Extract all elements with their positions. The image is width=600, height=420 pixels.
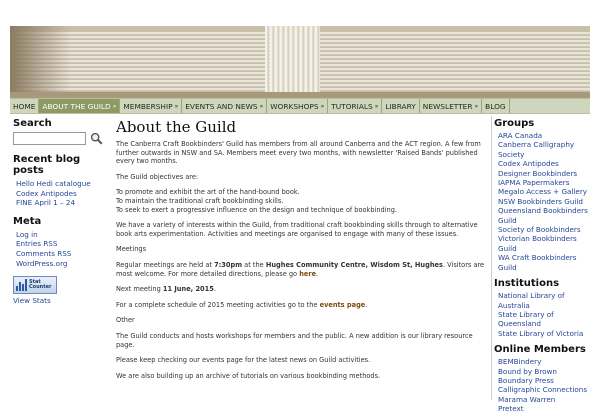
nav-about-the-guild[interactable]: ABOUT THE GUILD » bbox=[39, 99, 120, 113]
group-link[interactable]: NSW Bookbinders Guild bbox=[498, 196, 583, 206]
workshops-paragraph: The Guild conducts and hosts workshops for members and the public. A new addition is our library resource page. bbox=[116, 331, 473, 349]
group-link[interactable]: Society of Bookbinders bbox=[498, 225, 581, 235]
archive-paragraph: We are also building up an archive of tutorials on various bookbinding methods. bbox=[116, 371, 381, 380]
nav-home[interactable]: HOME bbox=[10, 99, 39, 113]
recent-posts-heading: Recent blog posts bbox=[13, 154, 81, 176]
intro-paragraph: The Canberra Craft Bookbinders' Guild has members from all around Canberra and the ACT region. A few from further outwards in NSW and SA. Members meet every two months, with newsletter 'Raised Bands' published every two months. bbox=[116, 140, 481, 166]
magnifier-icon bbox=[90, 132, 103, 145]
schedule-paragraph: For a complete schedule of 2015 meeting activities go to the events page. bbox=[116, 300, 368, 309]
meta-link-comments-rss[interactable]: Comments RSS bbox=[16, 248, 72, 258]
objectives-list: To promote and exhibit the art of the hand-bound book. To maintain the traditional craft bookbinding skills. To seek to exert a progressive influence on the design and technique of bookbinding. bbox=[116, 188, 398, 214]
nav-workshops[interactable]: WORKSHOPS » bbox=[267, 99, 328, 113]
group-link[interactable]: IAPMA Papermakers bbox=[498, 178, 570, 188]
online-members-heading: Online Members bbox=[494, 344, 586, 356]
group-link[interactable]: Victorian Bookbinders Guild bbox=[498, 234, 577, 253]
recent-posts-list bbox=[13, 179, 108, 208]
institution-link[interactable]: State Library of Queensland bbox=[498, 309, 554, 329]
nav-newsletter[interactable]: NEWSLETTER » bbox=[420, 99, 482, 113]
header-banner-image bbox=[10, 26, 590, 98]
nav-membership[interactable]: MEMBERSHIP » bbox=[120, 99, 182, 113]
group-link[interactable]: Queensland Bookbinders Guild bbox=[498, 206, 588, 225]
events-page-link[interactable]: events page bbox=[319, 300, 366, 309]
meta-heading: Meta bbox=[13, 215, 42, 227]
meta-link-login[interactable]: Log in bbox=[16, 229, 38, 239]
group-link[interactable]: Megalo Access + Gallery bbox=[498, 187, 588, 197]
institutions-heading: Institutions bbox=[494, 278, 560, 290]
meta-list bbox=[13, 230, 108, 268]
main-navigation bbox=[10, 98, 590, 114]
group-link[interactable]: ARA Canada bbox=[498, 131, 543, 140]
online-members-list bbox=[494, 357, 594, 413]
sidebar-divider bbox=[491, 116, 492, 400]
dropdown-arrow-icon: » bbox=[474, 102, 479, 110]
group-link[interactable]: Designer Bookbinders bbox=[498, 168, 578, 178]
online-member-link[interactable]: Calligraphic Connections bbox=[498, 385, 588, 395]
online-member-link[interactable]: Bound by Brown bbox=[498, 366, 557, 376]
online-member-link[interactable]: BEMBindery bbox=[498, 357, 542, 367]
page-title: About the Guild bbox=[116, 118, 237, 136]
group-link[interactable]: Canberra Calligraphy Society bbox=[498, 140, 575, 159]
recent-post-link[interactable]: Codex Antipodes bbox=[16, 188, 77, 198]
statcounter-label: Stat Counter bbox=[29, 278, 52, 291]
institutions-list bbox=[494, 291, 594, 338]
recent-post-link[interactable]: Hello Hedi catalogue bbox=[16, 179, 91, 188]
dropdown-arrow-icon: » bbox=[374, 102, 379, 110]
search-input[interactable] bbox=[13, 132, 86, 145]
view-stats-link[interactable]: View Stats bbox=[13, 296, 51, 306]
main-content bbox=[116, 118, 486, 387]
dropdown-arrow-icon: » bbox=[320, 102, 325, 110]
search-heading: Search bbox=[13, 118, 52, 129]
nav-library[interactable]: LIBRARY bbox=[382, 99, 419, 113]
groups-heading: Groups bbox=[494, 118, 535, 129]
search-form bbox=[13, 132, 108, 145]
banner-sewing-thread bbox=[265, 26, 320, 98]
interests-paragraph: We have a variety of interests within the Guild, from traditional craft bookbinding skills through to alternative book arts experimentation. Activities and meetings are organised to engage with many of these issues. bbox=[116, 221, 478, 238]
next-meeting: Next meeting 11 June, 2015. bbox=[116, 285, 216, 294]
dropdown-arrow-icon: » bbox=[112, 102, 117, 110]
statcounter-badge[interactable] bbox=[13, 276, 57, 294]
search-button[interactable] bbox=[90, 132, 103, 145]
meetings-paragraph: Regular meetings are held at 7:30pm at the Hughes Community Centre, Wisdom St, Hughes. Visitors are most welcome. For more detailed directions, please go here. bbox=[116, 260, 485, 278]
institution-link[interactable]: National Library of Australia bbox=[498, 291, 565, 310]
banner-shadow bbox=[10, 26, 70, 98]
group-link[interactable]: Codex Antipodes bbox=[498, 159, 559, 169]
group-link[interactable]: WA Craft Bookbinders Guild bbox=[498, 253, 577, 272]
meta-link-wordpress[interactable]: WordPress.org bbox=[16, 258, 68, 268]
dropdown-arrow-icon: » bbox=[259, 102, 264, 110]
right-sidebar bbox=[494, 118, 594, 420]
meta-link-entries-rss[interactable]: Entries RSS bbox=[16, 239, 58, 249]
groups-list bbox=[494, 131, 594, 272]
dropdown-arrow-icon: » bbox=[174, 102, 179, 110]
nav-tutorials[interactable]: TUTORIALS » bbox=[328, 99, 382, 113]
online-member-link[interactable]: Boundary Press bbox=[498, 375, 554, 385]
left-sidebar bbox=[13, 118, 108, 305]
other-heading: Other bbox=[116, 316, 135, 325]
events-paragraph: Please keep checking our events page for the latest news on Guild activities. bbox=[116, 356, 371, 365]
bar-chart-icon bbox=[16, 279, 27, 291]
institution-link[interactable]: State Library of Victoria bbox=[498, 328, 584, 338]
nav-blog[interactable]: BLOG bbox=[482, 99, 509, 113]
meetings-heading: Meetings bbox=[116, 245, 147, 254]
recent-post-link[interactable]: FINE April 1 – 24 bbox=[16, 198, 76, 208]
online-member-link[interactable]: Marama Warren bbox=[498, 394, 556, 404]
online-member-link[interactable]: Pretext bbox=[498, 404, 524, 414]
objectives-intro: The Guild objectives are: bbox=[116, 172, 199, 181]
nav-events-and-news[interactable]: EVENTS AND NEWS » bbox=[182, 99, 267, 113]
directions-link[interactable]: here bbox=[299, 269, 317, 278]
